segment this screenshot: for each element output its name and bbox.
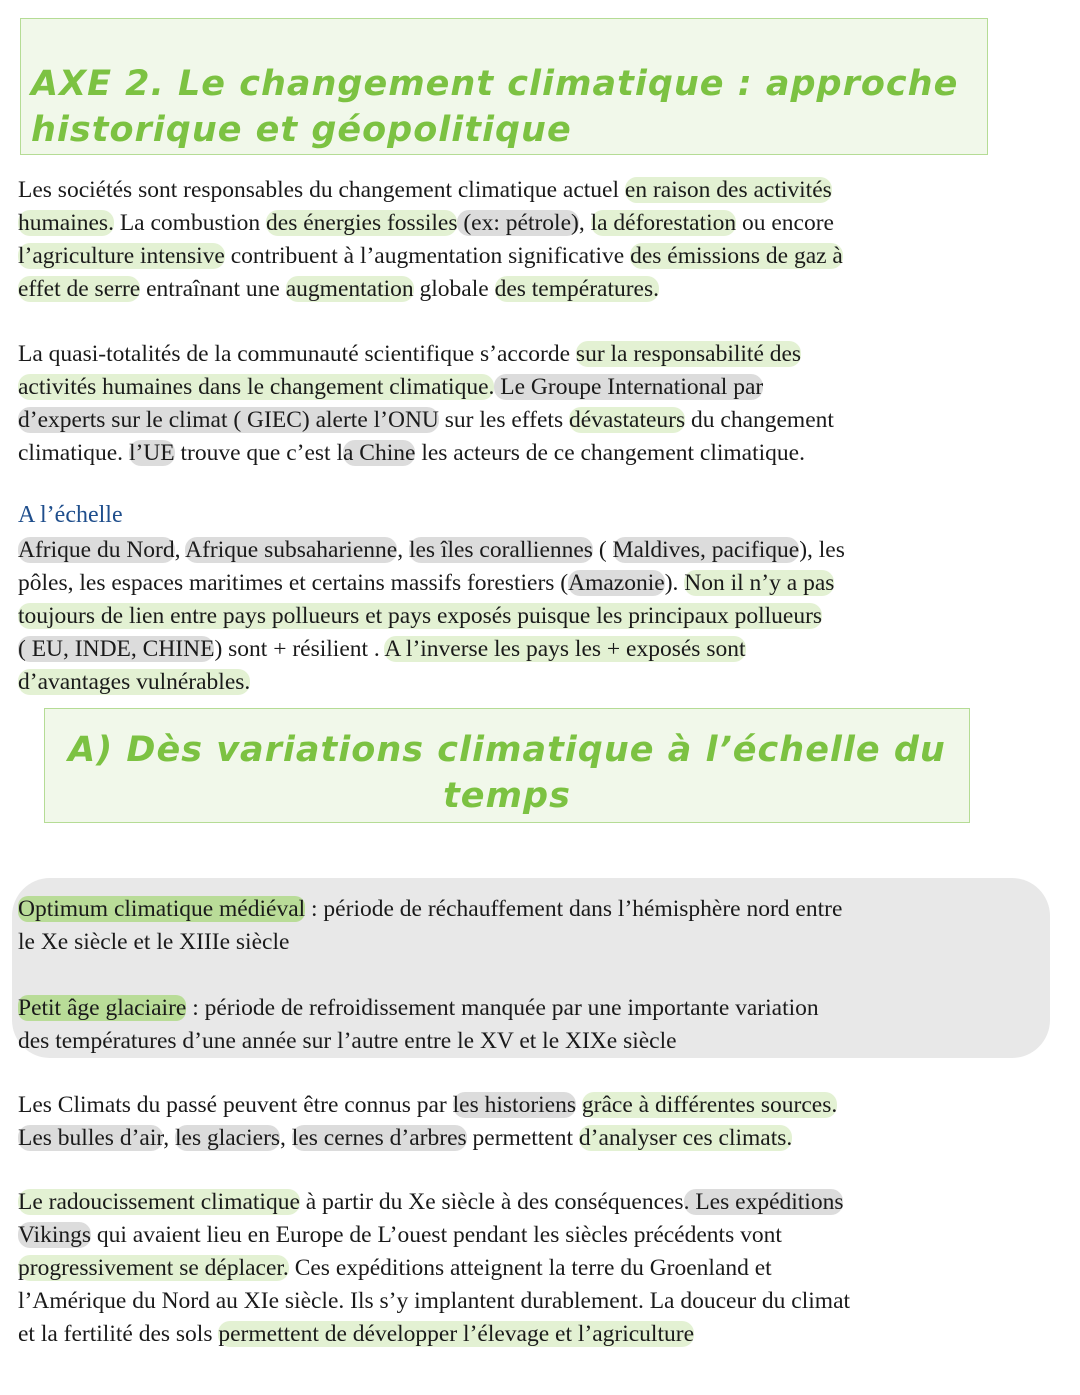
text-segment: , <box>174 537 186 563</box>
text-line <box>18 1186 850 1219</box>
text-line <box>18 600 845 633</box>
highlighted-text: a Chine <box>342 440 416 466</box>
text-line <box>18 174 843 207</box>
highlighted-text: . Les expéditions <box>683 1189 844 1215</box>
text-line <box>18 273 843 306</box>
highlighted-text: en raison des activités <box>624 177 832 203</box>
highlighted-text: humaines. <box>18 210 114 236</box>
text-segment: contribuent à l’augmentation significative <box>224 243 631 269</box>
text-segment: ou encore <box>736 210 834 236</box>
highlighted-text: Le Groupe International par <box>494 374 764 400</box>
text-segment: : période de réchauffement dans l’hémisphère nord entre <box>305 896 843 922</box>
text-line <box>18 1122 837 1155</box>
highlighted-text: d’avantages vulnérables. <box>18 669 251 695</box>
main-title-box <box>20 18 988 155</box>
highlighted-text: l’agriculture intensive <box>18 243 225 269</box>
text-segment: et la fertilité des sols <box>18 1321 219 1347</box>
text-segment: globale <box>413 276 495 302</box>
text-line <box>18 633 845 666</box>
text-line <box>18 437 834 470</box>
text-segment: l’Amérique du Nord au XIe siècle. Ils s’y implantent durablement. La douceur du climat <box>18 1288 851 1314</box>
highlighted-text: l’UE <box>128 440 175 466</box>
text-segment: pôles, les espaces maritimes et certains massifs forestiers ( <box>18 570 569 596</box>
highlighted-text: Afrique du Nord <box>18 537 175 563</box>
highlighted-text: Non il n’y a pas <box>684 570 835 596</box>
highlighted-text: Vikings <box>18 1222 92 1248</box>
text-segment: climatique. <box>18 440 129 466</box>
paragraph-definitions <box>18 893 842 1058</box>
text-segment: les acteurs de ce changement climatique. <box>415 440 805 466</box>
text-segment: sur les effets <box>438 407 569 433</box>
highlighted-text: (ex: pétrole) <box>457 210 579 236</box>
highlighted-text: effet de serre <box>18 276 141 302</box>
text-segment: à partir du Xe siècle à des conséquences <box>299 1189 684 1215</box>
text-segment: trouve que c’est l <box>174 440 343 466</box>
highlighted-text: Petit âge glaciaire <box>18 995 187 1021</box>
highlighted-text: Les bulles d’air <box>18 1125 164 1151</box>
paragraph-causes <box>18 174 843 306</box>
text-line <box>18 1285 850 1318</box>
text-segment: ) sont + résilient . <box>214 636 385 662</box>
text-line <box>18 371 834 404</box>
highlighted-text: A l’inverse les pays les + exposés sont <box>384 636 746 662</box>
highlighted-text: Amazonie <box>568 570 665 596</box>
highlighted-text: les historiens <box>452 1092 577 1118</box>
highlighted-text: permettent de développer l’élevage et l’agriculture <box>218 1321 694 1347</box>
text-segment: , <box>163 1125 175 1151</box>
highlighted-text: les glaciers <box>174 1125 281 1151</box>
highlighted-text: dévastateurs <box>568 407 686 433</box>
text-segment: La quasi-totalités de la communauté scientifique s’accorde <box>18 341 576 367</box>
text-line <box>18 240 843 273</box>
text-segment: , <box>397 537 409 563</box>
text-line <box>18 1025 842 1058</box>
paragraph-regions <box>18 534 845 699</box>
text-line <box>18 992 842 1025</box>
highlighted-text: ( EU, INDE, CHINE <box>18 636 215 662</box>
text-line <box>18 567 845 600</box>
text-segment: entraînant une <box>140 276 286 302</box>
highlighted-text: augmentation <box>285 276 414 302</box>
text-line <box>18 1252 850 1285</box>
paragraph-vikings <box>18 1186 850 1351</box>
text-segment: du changement <box>685 407 834 433</box>
highlighted-text: toujours de lien entre pays pollueurs et pays exposés puisque les principaux pollueurs <box>18 603 823 629</box>
text-segment: : période de refroidissement manquée par une importante variation <box>186 995 819 1021</box>
highlighted-text: des émissions de gaz à <box>630 243 843 269</box>
text-line <box>18 404 834 437</box>
section-a-title-line: A) Dès variations climatique à l’échelle du <box>68 730 946 770</box>
highlighted-text: d’experts sur le climat ( GIEC) alerte l’ONU <box>18 407 439 433</box>
highlighted-text: Afrique subsaharienne <box>185 537 398 563</box>
text-segment: Les Climats du passé peuvent être connus par <box>18 1092 453 1118</box>
text-line <box>18 207 843 240</box>
highlighted-text: des températures. <box>494 276 660 302</box>
paragraph-sources <box>18 1089 837 1155</box>
text-line <box>18 893 842 926</box>
text-line <box>18 1318 850 1351</box>
highlighted-text: Optimum climatique médiéval <box>18 896 306 922</box>
highlighted-text: Le radoucissement climatique <box>18 1189 300 1215</box>
paragraph-consensus <box>18 338 834 470</box>
text-line <box>18 926 842 959</box>
text-line <box>18 338 834 371</box>
text-segment: permettent <box>466 1125 579 1151</box>
main-title-line: historique et géopolitique <box>31 110 572 150</box>
highlighted-text: Maldives, pacifique <box>612 537 800 563</box>
text-line <box>18 1089 837 1122</box>
highlighted-text: les îles coralliennes <box>408 537 593 563</box>
text-segment: La combustion <box>113 210 267 236</box>
highlighted-text: sur la responsabilité des <box>575 341 802 367</box>
text-segment: ( <box>592 537 613 563</box>
section-a-title-box <box>44 708 970 823</box>
text-segment: ), les <box>799 537 845 563</box>
text-segment: des températures d’une année sur l’autre entre le XV et le XIXe siècle <box>18 1028 677 1054</box>
text-segment: le Xe siècle et le XIIIe siècle <box>18 929 290 955</box>
section-heading-echelle: A l’échelle <box>18 502 123 528</box>
section-a-title <box>55 727 959 819</box>
highlighted-text: des énergies fossiles <box>266 210 458 236</box>
text-segment: Ces expéditions atteignent la terre du Groenland et <box>288 1255 772 1281</box>
highlighted-text: d’analyser ces climats. <box>578 1125 793 1151</box>
text-segment <box>576 1092 582 1118</box>
text-segment: ). <box>664 570 685 596</box>
text-segment: Les sociétés sont responsables du changement climatique actuel <box>18 177 625 203</box>
highlighted-text: grâce à différentes sources. <box>581 1092 838 1118</box>
section-a-title-line: temps <box>443 776 571 816</box>
text-segment: , <box>280 1125 292 1151</box>
text-line <box>18 1219 850 1252</box>
highlighted-text: la déforestation <box>590 210 737 236</box>
text-line <box>18 534 845 567</box>
highlighted-text: activités humaines dans le changement climatique. <box>18 374 495 400</box>
main-title <box>31 61 958 153</box>
highlighted-text: les cernes d’arbres <box>291 1125 467 1151</box>
text-line <box>18 666 845 699</box>
main-title-line: AXE 2. Le changement climatique : approche <box>31 64 959 104</box>
text-segment: , <box>578 210 591 236</box>
text-segment: qui avaient lieu en Europe de L’ouest pendant les siècles précédents vont <box>91 1222 782 1248</box>
text-line <box>18 959 842 992</box>
highlighted-text: progressivement se déplacer. <box>18 1255 289 1281</box>
